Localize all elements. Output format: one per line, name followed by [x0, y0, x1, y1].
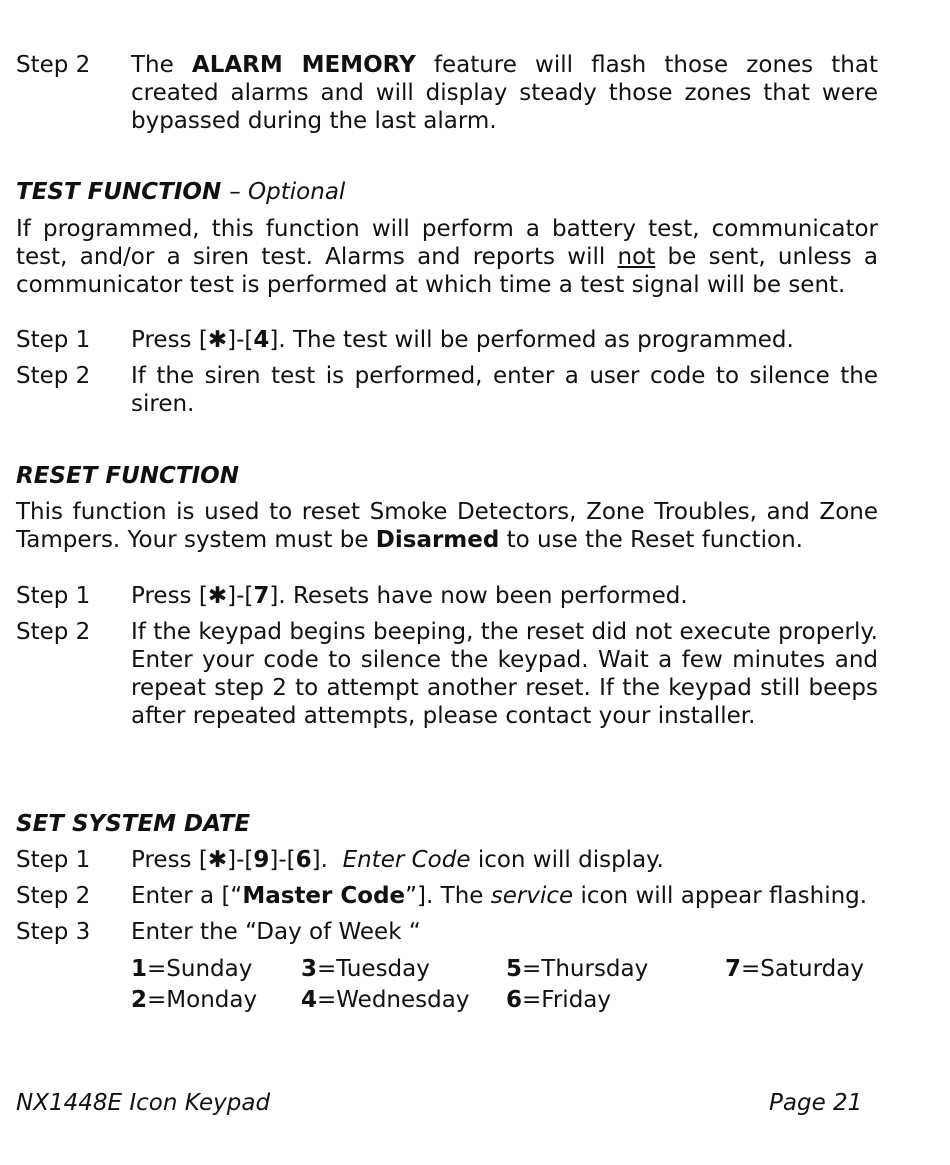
star-key: ✱ — [207, 583, 228, 609]
step-label: Step 2 — [16, 619, 91, 645]
key-9: 9 — [253, 847, 270, 873]
day-number: 6 — [506, 987, 523, 1013]
text-pre: Press [ — [131, 583, 208, 609]
step-text — [131, 882, 878, 910]
service-term: service — [490, 883, 574, 909]
step-text — [131, 51, 878, 135]
day-name: =Tuesday — [317, 956, 430, 982]
footer-page-number: Page 21 — [769, 1090, 863, 1116]
enter-code-term: Enter Code — [342, 847, 471, 873]
alarm-memory-term: ALARM MEMORY — [191, 52, 416, 78]
step-label: Step 1 — [16, 847, 91, 873]
para-part-b: to use the Reset function. — [506, 527, 803, 553]
step-text: If the keypad begins beeping, the reset did not execute properly. Enter your code to silence the keypad. Wait a few minutes and repeat step 2 to attempt another reset. If the keypad still beeps after repeated attempts, please contact your installer. — [131, 619, 878, 729]
step-text-post: feature will flash those zones that created alarms and will display steady those zones that were bypassed during the last alarm. — [131, 52, 878, 134]
key-4: 4 — [253, 327, 270, 353]
para-part-a: If programmed, this function will perform a battery test, communicator test, and/or a siren test. Alarms and reports will — [16, 216, 878, 270]
heading-title: TEST FUNCTION — [16, 179, 222, 205]
reset-step-1 — [16, 582, 878, 610]
text-post: ]. — [311, 847, 328, 873]
day-entry-wednesday — [301, 986, 469, 1014]
day-name: =Thursday — [522, 956, 649, 982]
text-mid: ”]. The — [405, 883, 484, 909]
step-label: Step 1 — [16, 583, 91, 609]
day-entry-sunday — [131, 955, 252, 983]
star-key: ✱ — [207, 327, 228, 353]
text-mid: ]-[ — [227, 847, 254, 873]
step-text — [131, 846, 878, 874]
step-text-pre: The — [131, 52, 174, 78]
day-name: =Wednesday — [317, 987, 470, 1013]
text-mid: ]-[ — [227, 583, 254, 609]
text-pre: Press [ — [131, 847, 208, 873]
para-underlined-word: not — [617, 244, 656, 270]
step-label: Step 2 — [16, 883, 91, 909]
text-tail: icon will display. — [477, 847, 664, 873]
day-number: 5 — [506, 956, 523, 982]
step-label: Step 2 — [16, 363, 91, 389]
day-number: 3 — [301, 956, 318, 982]
step-text — [131, 326, 878, 354]
step-text — [131, 582, 878, 610]
key-7: 7 — [253, 583, 270, 609]
text-mid: ]-[ — [269, 847, 296, 873]
test-function-paragraph — [16, 215, 878, 299]
step-label: Step 1 — [16, 327, 91, 353]
disarmed-term: Disarmed — [375, 527, 500, 553]
day-entry-thursday — [506, 955, 648, 983]
text-tail: icon will appear flashing. — [580, 883, 868, 909]
day-entry-saturday — [725, 955, 864, 983]
alarm-memory-step — [16, 51, 878, 135]
day-entry-friday — [506, 986, 611, 1014]
test-step-1 — [16, 326, 878, 354]
master-code-term: Master Code — [242, 883, 406, 909]
step-text: If the siren test is performed, enter a user code to silence the siren. — [131, 363, 878, 417]
day-entry-tuesday — [301, 955, 430, 983]
reset-step-2 — [16, 618, 878, 730]
day-name: =Friday — [522, 987, 611, 1013]
set-date-heading — [16, 810, 878, 838]
day-name: =Monday — [147, 987, 258, 1013]
date-step-1 — [16, 846, 878, 874]
day-number: 1 — [131, 956, 148, 982]
text-post: ]. The test will be performed as programmed. — [269, 327, 794, 353]
day-name: =Sunday — [147, 956, 253, 982]
text-pre: Press [ — [131, 327, 208, 353]
day-number: 2 — [131, 987, 148, 1013]
day-entry-monday — [131, 986, 257, 1014]
heading-suffix: – Optional — [229, 179, 346, 205]
test-function-heading — [16, 178, 878, 206]
reset-function-paragraph — [16, 498, 878, 554]
heading-title: RESET FUNCTION — [16, 463, 239, 489]
reset-function-heading — [16, 462, 878, 490]
key-6: 6 — [295, 847, 312, 873]
step-label: Step 2 — [16, 52, 91, 78]
date-step-3 — [16, 918, 878, 946]
step-text: Enter the “Day of Week “ — [131, 919, 421, 945]
heading-title: SET SYSTEM DATE — [16, 811, 251, 837]
para-part-b: be sent, unless a communicator test is performed at which time a test signal will be sent. — [16, 244, 878, 298]
text-post: ]. Resets have now been performed. — [269, 583, 688, 609]
para-part-a: This function is used to reset Smoke Detectors, Zone Troubles, and Zone Tampers. Your system must be — [16, 499, 878, 553]
step-label: Step 3 — [16, 919, 91, 945]
day-number: 7 — [725, 956, 742, 982]
star-key: ✱ — [207, 847, 228, 873]
day-name: =Saturday — [741, 956, 864, 982]
text-pre: Enter a [“ — [131, 883, 243, 909]
text-mid: ]-[ — [227, 327, 254, 353]
date-step-2 — [16, 882, 878, 910]
footer-document-title: NX1448E Icon Keypad — [16, 1090, 271, 1116]
test-step-2 — [16, 362, 878, 418]
day-number: 4 — [301, 987, 318, 1013]
